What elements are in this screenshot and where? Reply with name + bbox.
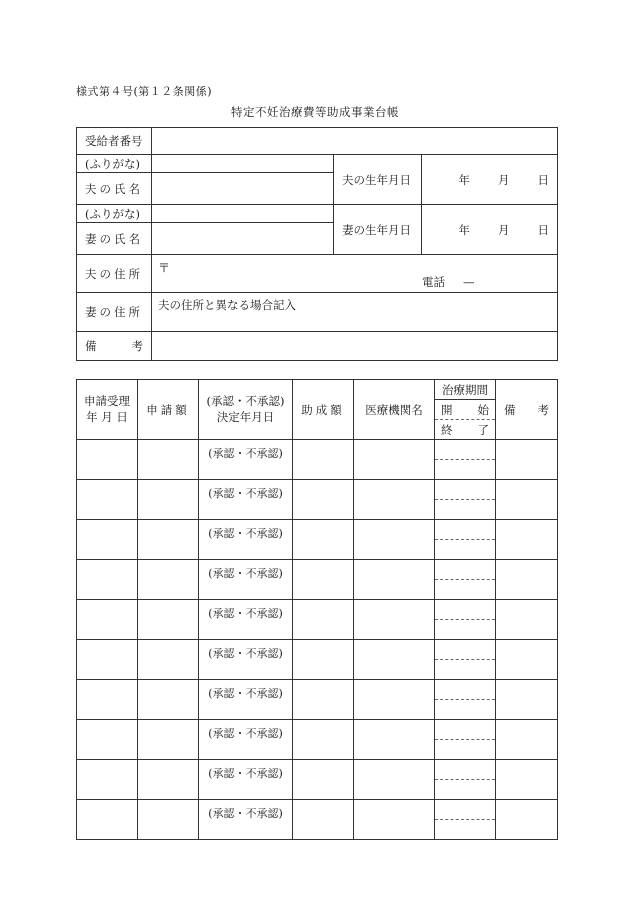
period-divider [435,459,495,460]
husband-address-field[interactable] [152,255,558,293]
phone-dash: — [463,275,475,289]
wife-address-field[interactable] [152,293,558,332]
header-institution: 医療機関名 [354,380,435,440]
husband-birthdate-field[interactable] [422,155,558,205]
husband-name-field[interactable] [152,173,334,205]
record-application-date-cell[interactable] [77,720,138,760]
record-institution-cell[interactable] [354,680,435,720]
header-application-amount: 申請額 [138,380,199,440]
header-period-end-char1: 終 [441,422,453,437]
record-remarks-cell[interactable] [496,480,558,520]
recipient-number-label: 受給者番号 [77,128,152,155]
record-institution-cell[interactable] [354,480,435,520]
record-grant-amount-cell[interactable] [293,680,354,720]
period-divider [435,779,495,780]
record-decision-cell[interactable] [199,720,293,760]
record-application-date-cell[interactable] [77,680,138,720]
record-row [77,480,558,520]
application-records-table [76,379,558,840]
record-row [77,800,558,840]
record-application-amount-cell[interactable] [138,720,199,760]
husband-birthdate-label: 夫の生年月日 [334,155,422,205]
remarks-label-char1: 備 [85,339,97,353]
period-divider [435,739,495,740]
wife-birthdate-field[interactable] [422,205,558,255]
header-period-end [435,420,496,440]
record-application-date-cell[interactable] [77,800,138,840]
record-status-text: (承認・不承認) [208,527,283,540]
wife-birthdate-label: 妻の生年月日 [334,205,422,255]
record-status-text: (承認・不承認) [208,607,283,620]
record-period-cell[interactable] [435,720,496,760]
header-decision-date [199,380,293,440]
record-status-text: (承認・不承認) [208,727,283,740]
recipient-number-field[interactable] [152,128,558,155]
record-grant-amount-cell[interactable] [293,440,354,480]
wife-address-note: 夫の住所と異なる場合記入 [158,298,296,312]
record-application-amount-cell[interactable] [138,640,199,680]
period-divider [435,539,495,540]
record-row [77,520,558,560]
period-divider [435,819,495,820]
record-institution-cell[interactable] [354,560,435,600]
record-decision-cell[interactable] [199,640,293,680]
record-remarks-cell[interactable] [496,680,558,720]
period-divider [435,579,495,580]
record-decision-cell[interactable] [199,800,293,840]
header-period-start-char2: 始 [477,402,489,417]
record-status-text: (承認・不承認) [208,807,283,820]
husband-furigana-label: (ふりがな) [77,155,152,173]
record-application-amount-cell[interactable] [138,480,199,520]
record-grant-amount-cell[interactable] [293,720,354,760]
record-application-amount-cell[interactable] [138,520,199,560]
record-remarks-cell[interactable] [496,800,558,840]
day-label: 日 [537,172,550,187]
wife-address-label: 妻の住所 [77,293,152,332]
record-remarks-cell[interactable] [496,520,558,560]
record-row [77,440,558,480]
record-row [77,720,558,760]
record-status-text: (承認・不承認) [208,767,283,780]
husband-address-label: 夫の住所 [77,255,152,293]
record-decision-cell[interactable] [199,520,293,560]
record-status-text: (承認・不承認) [208,647,283,660]
record-application-date-cell[interactable] [77,760,138,800]
record-row [77,600,558,640]
record-application-amount-cell[interactable] [138,680,199,720]
header-decision-line2: 決定年月日 [216,409,275,424]
record-application-date-cell[interactable] [77,520,138,560]
form-number: 様式第４号(第１２条関係) [76,85,213,98]
year-label: 年 [458,172,471,187]
record-grant-amount-cell[interactable] [293,480,354,520]
record-remarks-cell[interactable] [496,600,558,640]
record-period-cell[interactable] [435,600,496,640]
period-divider [435,699,495,700]
header-grant-amount: 助成額 [293,380,354,440]
record-application-date-cell[interactable] [77,600,138,640]
document-title: 特定不妊治療費等助成事業台帳 [231,105,399,119]
record-application-date-cell[interactable] [77,480,138,520]
record-institution-cell[interactable] [354,760,435,800]
record-grant-amount-cell[interactable] [293,760,354,800]
record-application-amount-cell[interactable] [138,800,199,840]
period-divider [435,659,495,660]
record-remarks-cell[interactable] [496,720,558,760]
remarks-label [77,332,152,361]
record-institution-cell[interactable] [354,800,435,840]
record-row [77,640,558,680]
record-period-cell[interactable] [435,440,496,480]
record-remarks-cell[interactable] [496,640,558,680]
record-status-text: (承認・不承認) [208,447,283,460]
wife-furigana-field[interactable] [152,205,334,223]
record-grant-amount-cell[interactable] [293,560,354,600]
record-application-amount-cell[interactable] [138,600,199,640]
record-application-date-cell[interactable] [77,440,138,480]
record-institution-cell[interactable] [354,440,435,480]
record-period-cell[interactable] [435,800,496,840]
record-period-cell[interactable] [435,520,496,560]
remarks-label-char2: 考 [131,339,143,353]
husband-name-label: 夫の氏名 [77,173,152,205]
phone-label: 電話 [422,275,445,289]
record-row [77,680,558,720]
day-label: 日 [537,222,550,237]
husband-furigana-field[interactable] [152,155,334,173]
remarks-field[interactable] [152,332,558,361]
recipient-info-table [76,127,558,361]
record-institution-cell[interactable] [354,600,435,640]
header-period-start [435,400,496,420]
record-application-date-cell[interactable] [77,560,138,600]
record-institution-cell[interactable] [354,640,435,680]
wife-furigana-label: (ふりがな) [77,205,152,223]
record-period-cell[interactable] [435,640,496,680]
header-decision-line1: (承認・不承認) [206,393,285,408]
record-status-text: (承認・不承認) [208,567,283,580]
header-remarks [496,380,558,440]
record-application-amount-cell[interactable] [138,760,199,800]
wife-name-field[interactable] [152,223,334,255]
record-status-text: (承認・不承認) [208,687,283,700]
record-grant-amount-cell[interactable] [293,800,354,840]
header-application-date [77,380,138,440]
period-divider [435,619,495,620]
record-remarks-cell[interactable] [496,760,558,800]
record-period-cell[interactable] [435,480,496,520]
record-remarks-cell[interactable] [496,440,558,480]
wife-name-label: 妻の氏名 [77,223,152,255]
header-period-end-char2: 了 [477,422,489,437]
period-divider [435,499,495,500]
record-status-text: (承認・不承認) [208,487,283,500]
year-label: 年 [458,222,471,237]
header-remarks-char1: 備 [504,402,516,417]
record-application-amount-cell[interactable] [138,440,199,480]
record-decision-cell[interactable] [199,440,293,480]
header-period-start-char1: 開 [441,402,453,417]
record-grant-amount-cell[interactable] [293,640,354,680]
record-grant-amount-cell[interactable] [293,600,354,640]
record-grant-amount-cell[interactable] [293,520,354,560]
record-decision-cell[interactable] [199,560,293,600]
record-period-cell[interactable] [435,760,496,800]
record-decision-cell[interactable] [199,680,293,720]
header-treatment-period: 治療期間 [435,380,496,400]
month-label: 月 [498,222,510,237]
record-application-amount-cell[interactable] [138,560,199,600]
record-institution-cell[interactable] [354,720,435,760]
record-institution-cell[interactable] [354,520,435,560]
record-period-cell[interactable] [435,680,496,720]
record-row [77,760,558,800]
record-remarks-cell[interactable] [496,560,558,600]
record-period-cell[interactable] [435,560,496,600]
header-application-date-line2: 年 月 日 [86,409,128,424]
record-application-date-cell[interactable] [77,640,138,680]
postal-mark-icon: 〒 [158,261,171,275]
record-row [77,560,558,600]
header-application-date-line1: 申請受理 [84,393,130,408]
header-remarks-char2: 考 [537,402,549,417]
month-label: 月 [498,172,510,187]
record-decision-cell[interactable] [199,760,293,800]
record-decision-cell[interactable] [199,600,293,640]
record-decision-cell[interactable] [199,480,293,520]
